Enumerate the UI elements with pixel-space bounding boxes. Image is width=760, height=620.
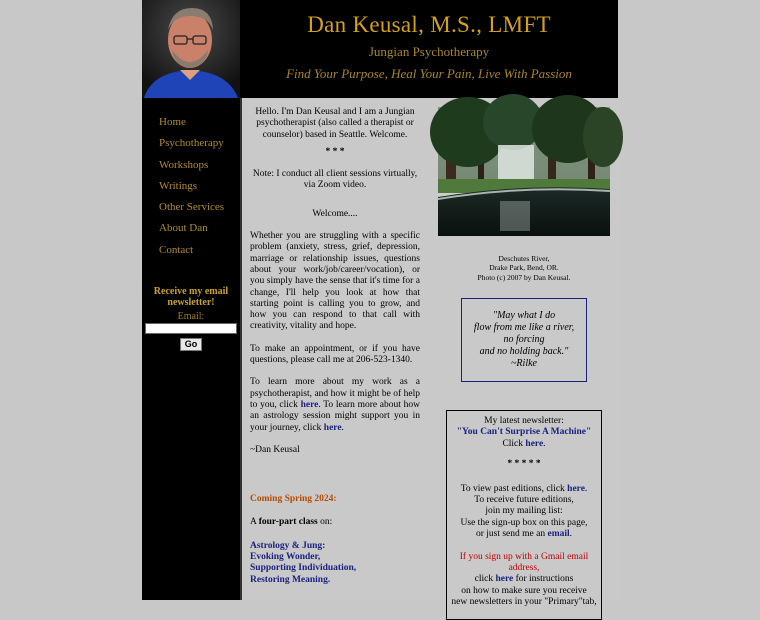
nav-other-services[interactable]: Other Services — [159, 201, 225, 214]
class-title-1: Astrology & Jung: — [250, 540, 326, 551]
newsletter-click-line: Click here. — [502, 438, 546, 449]
caption-line-1: Deschutes River, — [498, 254, 550, 263]
class-on: on: — [317, 517, 333, 528]
nav-workshops[interactable]: Workshops — [159, 158, 209, 171]
learn-more-text — [250, 377, 420, 433]
learn-text-2: . To learn more about how an astrology session might support you in your journey, click — [250, 399, 420, 433]
coming-soon: Coming Spring 2024: — [250, 494, 337, 505]
nav-home[interactable]: Home — [159, 116, 186, 128]
newsletter-signup — [142, 286, 240, 351]
newsletter-stars: * * * * * — [507, 459, 541, 470]
future-line-3: Use the sign-up box on this page, — [460, 517, 588, 528]
instructions-line-2: on how to make sure you receive — [461, 585, 587, 596]
future-line-4-text: or just send me an — [475, 529, 548, 540]
past-editions-line: To view past editions, click here. — [460, 483, 588, 494]
signature: ~Dan Keusal — [250, 444, 300, 455]
class-title-2: Evoking Wonder, — [250, 552, 321, 563]
class-a: A — [250, 517, 259, 528]
future-line-4: or just send me an email. — [475, 529, 573, 540]
instructions-click: click — [474, 574, 496, 585]
nav-about-dan[interactable]: About Dan — [159, 222, 208, 235]
struggling-text: Whether you are struggling with a specific problem (anxiety, stress, grief, depression, marriage or relationship issues, questions about your work/job/career/vocation), or you simply have the sense that it's time for a change, I'll help you look at how that starting point is calling you to grow, and how you can respond to that call with creativity, vitality and hope. — [250, 231, 420, 332]
photo-caption — [438, 254, 610, 282]
class-intro — [250, 517, 420, 528]
site-tagline: Find Your Purpose, Heal Your Pain, Live With Passion — [286, 66, 572, 81]
quote-line-4: and no holding back." — [479, 345, 569, 357]
learn-text-1: To learn more about my work as a psychotherapist, and how it might be of help to you, click — [250, 377, 420, 410]
learn-text-3: . — [341, 422, 344, 433]
intro-column — [250, 107, 420, 586]
welcome-text: Welcome.... — [312, 208, 358, 219]
nav-psychotherapy[interactable]: Psychotherapy — [159, 137, 224, 150]
instructions-rest: for instructions — [513, 574, 574, 585]
newsletter-here-link[interactable]: here — [525, 438, 544, 449]
page — [142, 0, 618, 608]
quote-line-1: "May what I do — [492, 309, 556, 321]
sidebar — [142, 98, 240, 600]
newsletter-latest: My latest newsletter: — [484, 415, 564, 426]
nav-contact[interactable]: Contact — [159, 243, 194, 256]
appointment-text: To make an appointment, or if you have questions, please call me at 206-523-1340. — [250, 343, 420, 366]
site-header — [240, 0, 618, 98]
class-bold: four-part class — [258, 517, 318, 528]
side-column — [438, 107, 610, 620]
email-link[interactable]: email — [547, 529, 570, 540]
zoom-note: Note: I conduct all client sessions virtually, via Zoom video. — [252, 169, 418, 191]
past-editions-text: To view past editions, click — [460, 483, 568, 494]
newsletter-name: "You Can't Surprise A Machine" — [456, 427, 592, 438]
instructions-here-link[interactable]: here — [495, 574, 514, 585]
instructions-line — [447, 574, 601, 585]
main-nav — [142, 98, 240, 261]
psychotherapy-here-link[interactable]: here — [300, 399, 319, 410]
latest-newsletter-box — [446, 410, 602, 620]
quote-author: ~Rilke — [511, 357, 537, 369]
caption-line-2: Drake Park, Bend, OR. — [489, 263, 559, 273]
class-title-4: Restoring Meaning. — [250, 574, 331, 585]
dan-portrait-photo — [142, 0, 240, 98]
nav-writings[interactable]: Writings — [159, 179, 198, 192]
quote-line-3: no forcing — [503, 333, 545, 345]
past-editions-here-link[interactable]: here — [567, 483, 585, 494]
email-label: Email: — [177, 311, 205, 322]
caption-line-3: Photo (c) 2007 by Dan Keusal. — [477, 272, 571, 282]
email-input[interactable] — [145, 323, 237, 334]
go-button[interactable]: Go — [180, 338, 203, 351]
newsletter-click: Click — [502, 438, 526, 449]
intro-text: Hello. I'm Dan Keusal and I am a Jungian psychotherapist (also called a therapist or counselor) based in Seattle. Welcome. — [255, 107, 415, 140]
class-title-3: Supporting Individuation, — [250, 563, 357, 574]
future-line-2: join my mailing list: — [485, 506, 563, 517]
star-divider: * * * — [325, 146, 345, 157]
astrology-here-link[interactable]: here — [323, 422, 342, 433]
main-content — [240, 98, 620, 608]
signup-heading: Receive my email newsletter! — [153, 286, 229, 308]
instructions-line-3: new newsletters in your "Primary"tab, — [451, 597, 597, 608]
rilke-quote — [461, 298, 587, 382]
site-title: Dan Keusal, M.S., LMFT — [307, 12, 551, 37]
gmail-note: If you sign up with a Gmail email address, — [459, 551, 589, 573]
site-subtitle: Jungian Psychotherapy — [368, 44, 490, 59]
quote-line-2: flow from me like a river, — [473, 321, 575, 333]
future-line-1: To receive future editions, — [474, 494, 574, 505]
deschutes-river-photo — [438, 107, 610, 236]
